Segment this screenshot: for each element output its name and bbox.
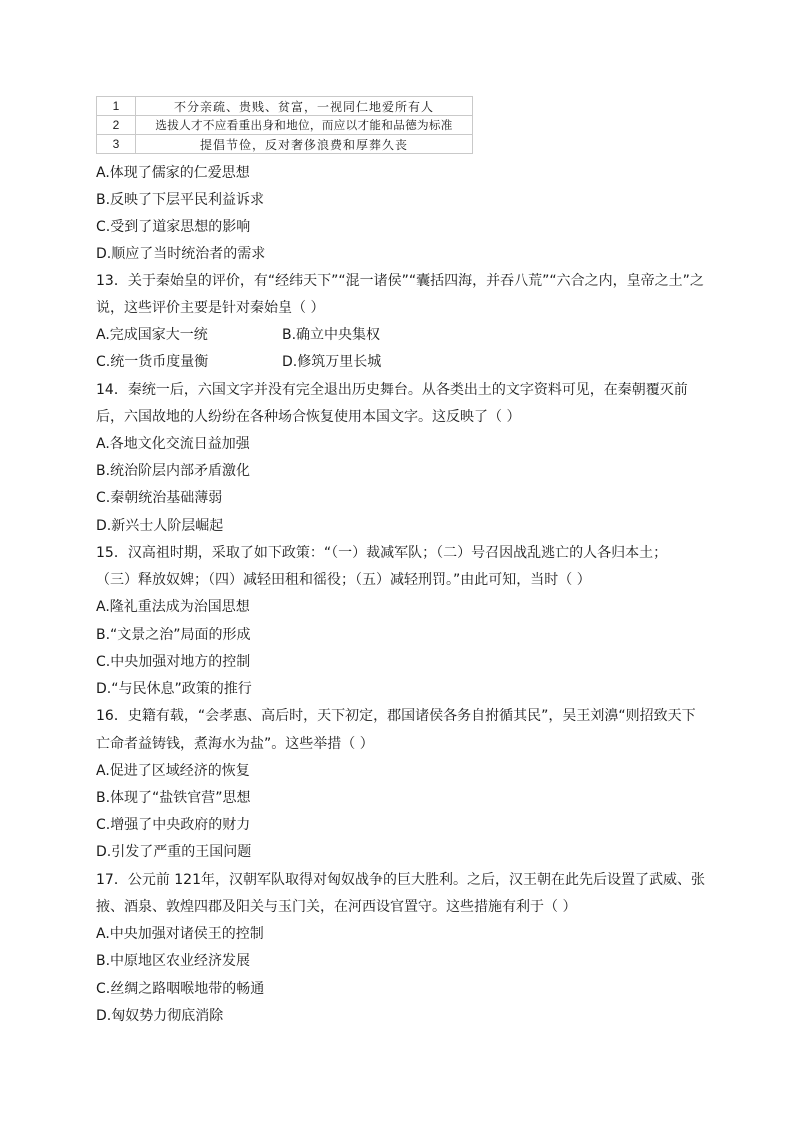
q12-option-c: C.受到了道家思想的影响	[96, 219, 251, 235]
table-cell-num: 1	[97, 97, 136, 116]
q14-stem-line-2: 后，六国故地的人纷纷在各种场合恢复使用本国文字。这反映了（ ）	[96, 409, 521, 425]
q15-stem-line-2: （三）释放奴婢；（四）减轻田租和徭役；（五）减轻刑罚。”由此可知，当时（ ）	[96, 572, 591, 588]
table-cell-text: 选拔人才不应看重出身和地位，而应以才能和品德为标准	[136, 116, 473, 135]
q13-options-row-2	[96, 353, 381, 371]
q13-stem-line-2: 说，这些评价主要是针对秦始皇（ ）	[96, 300, 325, 316]
q13-option-b: B.确立中央集权	[282, 327, 381, 343]
q13-option-d: D.修筑万里长城	[282, 354, 382, 370]
q17-stem-line-1: 17．公元前 121年，汉朝军队取得对匈奴战争的巨大胜利。之后，汉王朝在此先后设置了武威、张	[96, 872, 705, 888]
q16-option-c: C.增强了中央政府的财力	[96, 817, 251, 833]
q16-stem-line-1: 16．史籍有载，“会孝惠、高后时，天下初定，郡国诸侯各务自拊循其民”，吴王刘濞“则招致天下	[96, 708, 696, 724]
table-cell-text: 不分亲疏、贵贱、贫富，一视同仁地爱所有人	[136, 97, 473, 116]
q16-option-b: B.体现了“盐铁官营”思想	[96, 790, 251, 806]
q13-option-c: C.统一货币度量衡	[96, 354, 209, 370]
table-cell-num: 3	[97, 135, 136, 154]
table-row	[97, 116, 473, 135]
q16-stem-line-2: 亡命者益铸钱，煮海水为盐”。这些举措（ ）	[96, 736, 374, 752]
q14-stem-line-1: 14．秦统一后，六国文字并没有完全退出历史舞台。从各类出土的文字资料可见，在秦朝覆灭前	[96, 382, 688, 398]
q14-option-c: C.秦朝统治基础薄弱	[96, 490, 223, 506]
ideas-table	[96, 96, 473, 154]
table-cell-text: 提倡节俭，反对奢侈浪费和厚葬久丧	[136, 135, 473, 154]
q15-option-a: A.隆礼重法成为治国思想	[96, 599, 250, 615]
q16-option-a: A.促进了区域经济的恢复	[96, 763, 250, 779]
q14-option-b: B.统治阶层内部矛盾激化	[96, 463, 251, 479]
q13-option-a: A.完成国家大一统	[96, 327, 208, 343]
table-cell-num: 2	[97, 116, 136, 135]
q12-option-d: D.顺应了当时统治者的需求	[96, 246, 266, 262]
q16-option-d: D.引发了严重的王国问题	[96, 844, 252, 860]
q17-option-d: D.匈奴势力彻底消除	[96, 1008, 224, 1024]
q12-option-b: B.反映了下层平民利益诉求	[96, 192, 265, 208]
q13-options-row-1	[96, 326, 380, 344]
q17-option-a: A.中央加强对诸侯王的控制	[96, 926, 264, 942]
table-row	[97, 97, 473, 116]
q14-option-a: A.各地文化交流日益加强	[96, 436, 250, 452]
q17-stem-line-2: 掖、酒泉、敦煌四郡及阳关与玉门关，在河西设官置守。这些措施有利于（ ）	[96, 899, 577, 915]
q17-option-b: B.中原地区农业经济发展	[96, 953, 251, 969]
q15-option-b: B.“文景之治”局面的形成	[96, 627, 251, 643]
table-row	[97, 135, 473, 154]
q13-stem-line-1: 13．关于秦始皇的评价，有“经纬天下”“混一诸侯”“囊括四海，并吞八荒”“六合之内，皇帝之土”之	[96, 273, 704, 289]
q15-option-d: D.“与民休息”政策的推行	[96, 681, 252, 697]
q12-option-a: A.体现了儒家的仁爱思想	[96, 165, 250, 181]
q15-option-c: C.中央加强对地方的控制	[96, 654, 251, 670]
q14-option-d: D.新兴士人阶层崛起	[96, 518, 224, 534]
q17-option-c: C.丝绸之路咽喉地带的畅通	[96, 981, 265, 997]
q15-stem-line-1: 15．汉高祖时期，采取了如下政策：“（一）裁减军队；（二）号召因战乱逃亡的人各归本土；	[96, 545, 668, 561]
